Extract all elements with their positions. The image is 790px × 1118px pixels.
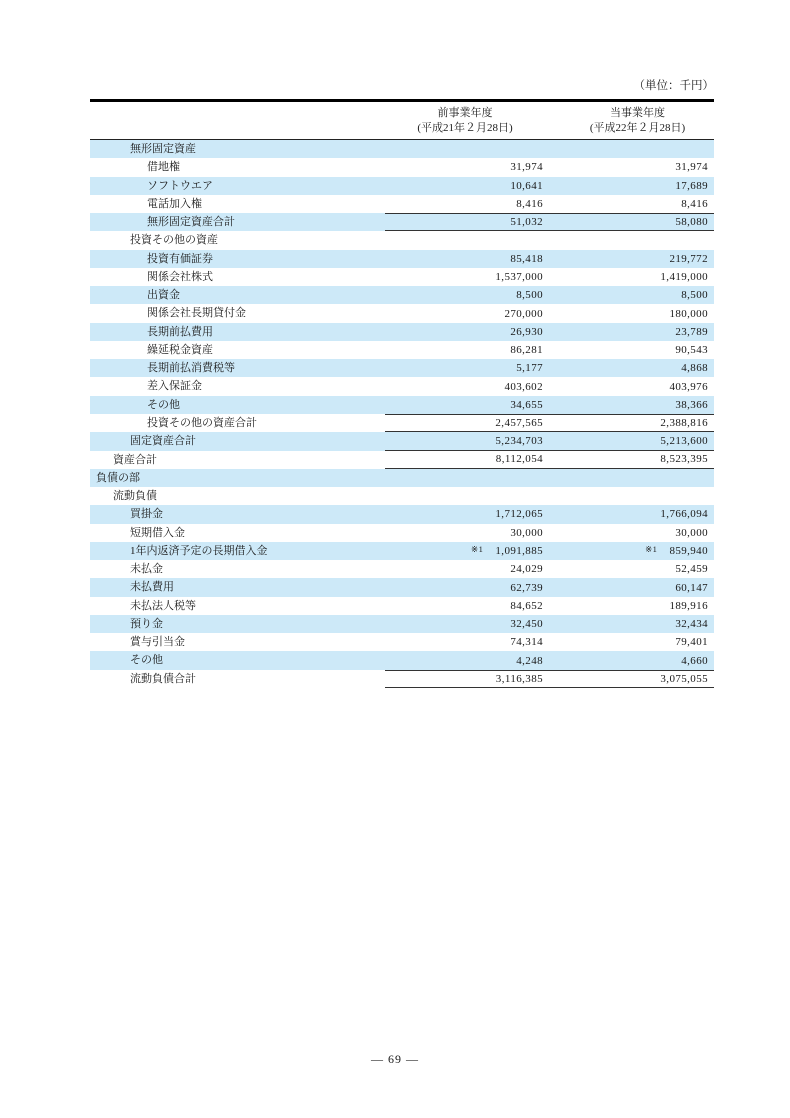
prev-year-amount bbox=[385, 180, 543, 192]
row-amounts bbox=[385, 451, 714, 469]
current-year-amount bbox=[543, 381, 714, 393]
current-year-amount bbox=[543, 180, 714, 192]
prev-year-amount bbox=[385, 655, 543, 667]
table-row bbox=[90, 177, 714, 195]
current-year-amount bbox=[543, 326, 714, 338]
table-row bbox=[90, 560, 714, 578]
amount-value: 5,213,600 bbox=[660, 434, 708, 447]
table-row bbox=[90, 414, 714, 432]
amount-value: 86,281 bbox=[510, 344, 543, 357]
row-label: 預り金 bbox=[130, 617, 163, 630]
row-amounts bbox=[385, 432, 714, 450]
column-header-prev-year bbox=[385, 106, 545, 139]
table-row bbox=[90, 268, 714, 286]
table-row bbox=[90, 432, 714, 450]
prev-year-amount bbox=[385, 435, 543, 447]
row-amounts bbox=[385, 578, 714, 596]
current-year-amount bbox=[543, 344, 714, 356]
table-row bbox=[90, 505, 714, 523]
row-label: 買掛金 bbox=[130, 508, 163, 521]
balance-sheet-table bbox=[90, 99, 714, 688]
row-label: 流動負債合計 bbox=[130, 672, 196, 685]
table-row bbox=[90, 250, 714, 268]
row-label: 固定資産合計 bbox=[130, 435, 196, 448]
current-year-amount bbox=[543, 545, 714, 557]
row-label: 無形固定資産合計 bbox=[147, 216, 235, 229]
amount-value: 4,248 bbox=[516, 654, 543, 667]
current-year-amount bbox=[543, 362, 714, 374]
amount-value: 403,976 bbox=[669, 380, 708, 393]
amount-value: 2,457,565 bbox=[495, 417, 543, 430]
table-row bbox=[90, 469, 714, 487]
prev-year-amount bbox=[385, 618, 543, 630]
amount-value: 10,641 bbox=[510, 179, 543, 192]
row-label: 差入保証金 bbox=[147, 380, 202, 393]
amount-value: 8,523,395 bbox=[660, 453, 708, 466]
row-label: 電話加入権 bbox=[147, 197, 202, 210]
amount-value: 90,543 bbox=[675, 344, 708, 357]
prev-year-amount bbox=[385, 271, 543, 283]
amount-value: 8,500 bbox=[681, 289, 708, 302]
prev-year-amount bbox=[385, 600, 543, 612]
prev-year-amount bbox=[385, 417, 543, 429]
amount-value: 1,419,000 bbox=[660, 270, 708, 283]
row-label: その他 bbox=[130, 654, 163, 667]
amount-value: 5,177 bbox=[516, 362, 543, 375]
amount-value: 38,366 bbox=[675, 398, 708, 411]
column-header-current-year bbox=[545, 106, 714, 139]
table-row bbox=[90, 597, 714, 615]
row-amounts bbox=[385, 304, 714, 322]
amount-value: 58,080 bbox=[675, 216, 708, 229]
current-year-amount bbox=[543, 435, 714, 447]
row-amounts bbox=[385, 195, 714, 213]
prev-year-amount bbox=[385, 673, 543, 685]
row-label: その他 bbox=[147, 398, 180, 411]
current-year-amount bbox=[543, 600, 714, 612]
row-label: ソフトウエア bbox=[147, 179, 213, 192]
row-label: 短期借入金 bbox=[130, 526, 185, 539]
amount-value: 34,655 bbox=[510, 398, 543, 411]
row-label: 関係会社長期貸付金 bbox=[147, 307, 246, 320]
table-row bbox=[90, 213, 714, 231]
row-amounts bbox=[385, 268, 714, 286]
amount-value: 4,660 bbox=[681, 654, 708, 667]
amount-value: 219,772 bbox=[669, 252, 708, 265]
table-row bbox=[90, 487, 714, 505]
amount-value: 859,940 bbox=[669, 544, 708, 557]
amount-value: 1,091,885 bbox=[495, 544, 543, 557]
row-amounts bbox=[385, 651, 714, 669]
current-year-amount bbox=[543, 563, 714, 575]
current-year-amount bbox=[543, 271, 714, 283]
row-label: 賞与引当金 bbox=[130, 636, 185, 649]
amount-value: 3,116,385 bbox=[495, 672, 543, 685]
prev-year-amount bbox=[385, 399, 543, 411]
row-label: 投資その他の資産合計 bbox=[147, 416, 257, 429]
row-label: 長期前払費用 bbox=[147, 325, 213, 338]
amount-value: 5,234,703 bbox=[495, 434, 543, 447]
row-amounts bbox=[385, 341, 714, 359]
amount-value: 8,416 bbox=[681, 197, 708, 210]
amount-value: 1,712,065 bbox=[495, 508, 543, 521]
current-year-amount bbox=[543, 655, 714, 667]
table-row bbox=[90, 578, 714, 596]
row-amounts bbox=[385, 213, 714, 231]
amount-value: 23,789 bbox=[675, 325, 708, 338]
prev-year-amount bbox=[385, 563, 543, 575]
page-number: ― 69 ― bbox=[371, 1052, 419, 1066]
table-row bbox=[90, 359, 714, 377]
table-row bbox=[90, 451, 714, 469]
table-row bbox=[90, 670, 714, 688]
current-year-amount bbox=[543, 582, 714, 594]
row-amounts bbox=[385, 633, 714, 651]
row-label: 負債の部 bbox=[96, 471, 140, 484]
amount-value: 30,000 bbox=[510, 526, 543, 539]
current-year-amount bbox=[543, 253, 714, 265]
table-row bbox=[90, 542, 714, 560]
table-row bbox=[90, 615, 714, 633]
amount-value: 79,401 bbox=[675, 636, 708, 649]
current-year-amount bbox=[543, 417, 714, 429]
row-amounts bbox=[385, 469, 714, 487]
prev-year-subtitle: (平成21年２月28日) bbox=[417, 122, 513, 134]
row-label: 借地権 bbox=[147, 161, 180, 174]
amount-value: 31,974 bbox=[510, 161, 543, 174]
prev-year-amount bbox=[385, 582, 543, 594]
table-header-row bbox=[90, 102, 714, 140]
note-ref: ※1 bbox=[471, 544, 484, 555]
row-amounts bbox=[385, 487, 714, 505]
amount-value: 31,974 bbox=[675, 161, 708, 174]
current-year-amount bbox=[543, 308, 714, 320]
amount-value: 24,029 bbox=[510, 563, 543, 576]
row-label: 未払法人税等 bbox=[130, 599, 196, 612]
row-amounts bbox=[385, 396, 714, 414]
amount-value: 1,766,094 bbox=[660, 508, 708, 521]
row-amounts bbox=[385, 177, 714, 195]
row-amounts bbox=[385, 414, 714, 432]
table-row bbox=[90, 140, 714, 158]
prev-year-amount bbox=[385, 198, 543, 210]
row-amounts bbox=[385, 286, 714, 304]
row-label: 繰延税金資産 bbox=[147, 343, 213, 356]
current-year-amount bbox=[543, 216, 714, 228]
row-amounts bbox=[385, 615, 714, 633]
table-row bbox=[90, 633, 714, 651]
row-amounts bbox=[385, 377, 714, 395]
current-year-amount bbox=[543, 289, 714, 301]
row-amounts bbox=[385, 542, 714, 560]
row-label: 関係会社株式 bbox=[147, 270, 213, 283]
table-row bbox=[90, 286, 714, 304]
prev-year-amount bbox=[385, 308, 543, 320]
prev-year-amount bbox=[385, 216, 543, 228]
amount-value: 8,416 bbox=[516, 197, 543, 210]
current-year-amount bbox=[543, 399, 714, 411]
current-year-amount bbox=[543, 453, 714, 465]
current-year-amount bbox=[543, 673, 714, 685]
row-label: 流動負債 bbox=[113, 490, 157, 503]
row-label: 未払費用 bbox=[130, 581, 174, 594]
amount-value: 403,602 bbox=[504, 380, 543, 393]
row-label: 1年内返済予定の長期借入金 bbox=[130, 544, 268, 557]
table-row bbox=[90, 377, 714, 395]
amount-value: 60,147 bbox=[675, 581, 708, 594]
current-year-amount bbox=[543, 508, 714, 520]
header-label-spacer bbox=[90, 106, 385, 139]
table-row bbox=[90, 231, 714, 249]
prev-year-amount bbox=[385, 527, 543, 539]
row-label: 無形固定資産 bbox=[130, 143, 196, 155]
row-amounts bbox=[385, 140, 714, 158]
row-label: 資産合計 bbox=[113, 453, 157, 466]
row-label: 未払金 bbox=[130, 563, 163, 576]
row-label: 出資金 bbox=[147, 289, 180, 302]
prev-year-amount bbox=[385, 326, 543, 338]
row-amounts bbox=[385, 250, 714, 268]
row-amounts bbox=[385, 505, 714, 523]
table-row bbox=[90, 323, 714, 341]
row-amounts bbox=[385, 670, 714, 688]
row-amounts bbox=[385, 323, 714, 341]
row-amounts bbox=[385, 158, 714, 176]
table-row bbox=[90, 304, 714, 322]
current-year-subtitle: (平成22年２月28日) bbox=[589, 122, 686, 134]
amount-value: 17,689 bbox=[675, 179, 708, 192]
current-year-amount bbox=[543, 527, 714, 539]
amount-value: 32,434 bbox=[675, 618, 708, 631]
amount-value: 8,112,054 bbox=[495, 453, 543, 466]
table-body bbox=[90, 140, 714, 688]
amount-value: 32,450 bbox=[510, 618, 543, 631]
amount-value: 85,418 bbox=[510, 252, 543, 265]
amount-value: 8,500 bbox=[516, 289, 543, 302]
prev-year-amount bbox=[385, 545, 543, 557]
amount-value: 84,652 bbox=[510, 599, 543, 612]
amount-value: 26,930 bbox=[510, 325, 543, 338]
prev-year-amount bbox=[385, 161, 543, 173]
table-row bbox=[90, 158, 714, 176]
table-row bbox=[90, 396, 714, 414]
amount-value: 180,000 bbox=[669, 307, 708, 320]
amount-value: 74,314 bbox=[510, 636, 543, 649]
row-amounts bbox=[385, 231, 714, 249]
prev-year-amount bbox=[385, 508, 543, 520]
amount-value: 2,388,816 bbox=[660, 417, 708, 430]
prev-year-amount bbox=[385, 453, 543, 465]
row-label: 投資その他の資産 bbox=[130, 234, 218, 247]
amount-value: 51,032 bbox=[510, 216, 543, 229]
amount-value: 62,739 bbox=[510, 581, 543, 594]
table-row bbox=[90, 524, 714, 542]
amount-value: 189,916 bbox=[669, 599, 708, 612]
table-row bbox=[90, 195, 714, 213]
prev-year-amount bbox=[385, 381, 543, 393]
row-amounts bbox=[385, 597, 714, 615]
prev-year-amount bbox=[385, 636, 543, 648]
row-amounts bbox=[385, 524, 714, 542]
table-row bbox=[90, 341, 714, 359]
current-year-amount bbox=[543, 618, 714, 630]
table-row bbox=[90, 651, 714, 669]
row-label: 長期前払消費税等 bbox=[147, 362, 235, 375]
prev-year-amount bbox=[385, 289, 543, 301]
prev-year-amount bbox=[385, 344, 543, 356]
prev-year-title: 前事業年度 bbox=[437, 107, 493, 119]
unit-label: （単位：千円） bbox=[633, 80, 714, 92]
current-year-amount bbox=[543, 636, 714, 648]
row-amounts bbox=[385, 560, 714, 578]
amount-value: 30,000 bbox=[675, 526, 708, 539]
current-year-amount bbox=[543, 161, 714, 173]
current-year-amount bbox=[543, 198, 714, 210]
amount-value: 1,537,000 bbox=[495, 270, 543, 283]
note-ref: ※1 bbox=[645, 544, 658, 555]
amount-value: 3,075,055 bbox=[660, 672, 708, 685]
prev-year-amount bbox=[385, 253, 543, 265]
row-amounts bbox=[385, 359, 714, 377]
amount-value: 270,000 bbox=[504, 307, 543, 320]
current-year-title: 当事業年度 bbox=[610, 107, 665, 119]
prev-year-amount bbox=[385, 362, 543, 374]
amount-value: 4,868 bbox=[681, 362, 708, 375]
row-label: 投資有価証券 bbox=[147, 252, 213, 265]
amount-value: 52,459 bbox=[675, 563, 708, 576]
